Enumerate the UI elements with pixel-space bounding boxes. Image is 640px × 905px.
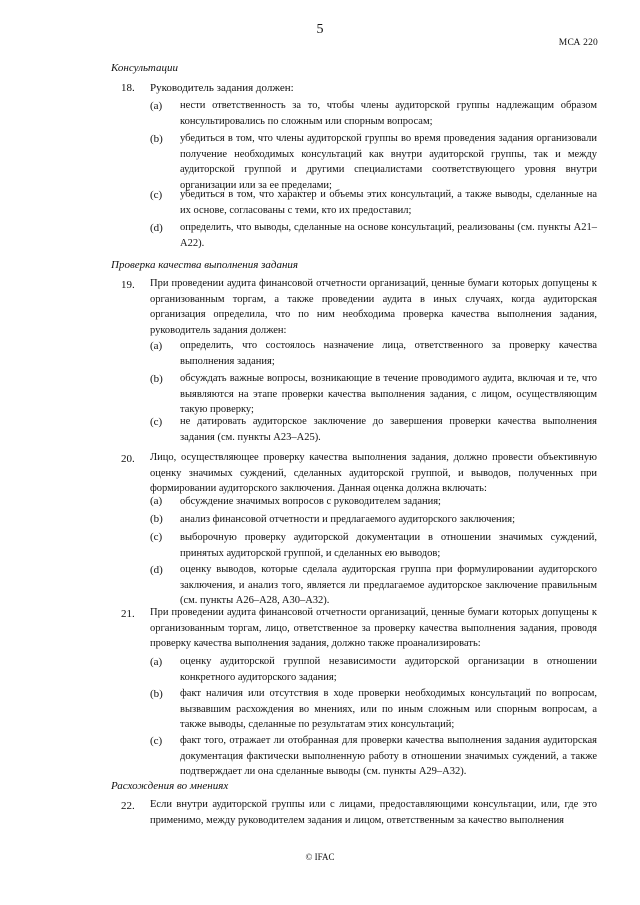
paragraph-number: 18. (121, 82, 135, 94)
item-label: (c) (150, 189, 163, 201)
paragraph-text: Лицо, осуществляющее проверку качества выполнения задания, должно провести объективную оценку значимых суждений, сделанных аудиторской группой, и выводов, полученных при формировании аудиторского заключения. Данная оценка должна включать: (150, 452, 597, 494)
item-text: выборочную проверку аудиторской документации в отношении значимых суждений, принятых аудиторской группой, и сделанных ею выводов; (180, 532, 597, 559)
paragraph-text: При проведении аудита финансовой отчетности организаций, ценные бумаги которых допущены к организованным торгам, лицо, ответственное за проверку качества выполнения задания, проводя проверку качества выполнения задания, должно также проанализировать: (150, 607, 597, 649)
footer-copyright: © IFAC (305, 852, 335, 862)
item-label: (d) (150, 222, 163, 234)
item-text: факт того, отражает ли отобранная для проверки качества выполнения задания аудиторская документация фактически выполненную работу в отношении значимых суждений, а также подтверждает ли она сделанные выводы (см. пункты A29–A32). (180, 735, 597, 777)
section-heading-consultations: Консультации (111, 62, 178, 74)
paragraph-number: 21. (121, 608, 135, 620)
item-label: (b) (150, 688, 163, 700)
item-label: (c) (150, 531, 163, 543)
standard-code: МСА 220 (558, 38, 598, 48)
item-label: (c) (150, 416, 163, 428)
paragraph-number: 19. (121, 279, 135, 291)
item-text: анализ финансовой отчетности и предлагаемого аудиторского заключения; (180, 514, 515, 525)
paragraph-text: Руководитель задания должен: (150, 82, 294, 94)
item-text: факт наличия или отсутствия в ходе проверки необходимых консультаций по вопросам, вызвавшим расхождения во мнениях, или по иным сложным или спорным вопросам, а также выводы, сделанные по результатам этих консультаций; (180, 688, 597, 730)
paragraph-text: При проведении аудита финансовой отчетности организаций, ценные бумаги которых допущены к организованным торгам, а также проведении аудита в иных случаях, когда аудиторская организация определила, что по ним необходима проверка качества выполнения задания, руководитель задания должен: (150, 278, 597, 336)
item-label: (b) (150, 373, 163, 385)
page-number: 5 (316, 22, 324, 37)
item-label: (b) (150, 133, 163, 145)
item-text: оценку аудиторской группой независимости аудиторской организации в отношении конкретного аудиторского задания; (180, 656, 597, 683)
item-text: определить, что выводы, сделанные на основе консультаций, реализованы (см. пункты A21–A22). (180, 222, 597, 249)
paragraph-text: Если внутри аудиторской группы или с лицами, предоставляющими консультации, или, где это применимо, между руководителем задания и лицом, ответственным за качество выполнения (150, 799, 597, 826)
item-label: (a) (150, 656, 163, 668)
section-heading-differences: Расхождения во мнениях (111, 780, 229, 792)
item-text: не датировать аудиторское заключение до завершения проверки качества выполнения задания (см. пункты A23–A25). (180, 416, 597, 443)
item-text: оценку выводов, которые сделала аудиторская группа при формулировании аудиторского заключения, и анализ того, является ли предлагаемое аудиторское заключение правильным (см. пункты A26–A28, A30–A32). (180, 564, 597, 606)
item-label: (a) (150, 340, 163, 352)
paragraph-number: 20. (121, 453, 135, 465)
item-text: обсуждать важные вопросы, возникающие в течение проводимого аудита, включая и те, что выявляются на этапе проверки качества выполнения задания, с лицом, осуществляющим такую проверку; (180, 373, 597, 415)
section-heading-quality-review: Проверка качества выполнения задания (111, 259, 299, 271)
item-label: (c) (150, 735, 163, 747)
item-label: (d) (150, 564, 163, 576)
paragraph-number: 22. (121, 800, 135, 812)
item-text: обсуждение значимых вопросов с руководителем задания; (180, 496, 441, 507)
item-text: определить, что состоялось назначение лица, ответственного за проверку качества выполнения задания; (180, 340, 597, 367)
item-text: нести ответственность за то, чтобы члены аудиторской группы надлежащим образом консультировались по сложным или спорным вопросам; (180, 100, 597, 127)
item-text: убедиться в том, что члены аудиторской группы во время проведения задания организовали получение необходимых консультаций как внутри аудиторской группы, так и между аудиторской группой и другими специалистами соответствующего уровня внутри организации или за ее пределами; (180, 133, 597, 191)
item-text: убедиться в том, что характер и объемы этих консультаций, а также выводы, сделанные на их основе, согласованы с теми, кто их предоставил; (180, 189, 597, 216)
item-label: (a) (150, 100, 163, 112)
item-label: (b) (150, 513, 163, 525)
item-label: (a) (150, 495, 163, 507)
